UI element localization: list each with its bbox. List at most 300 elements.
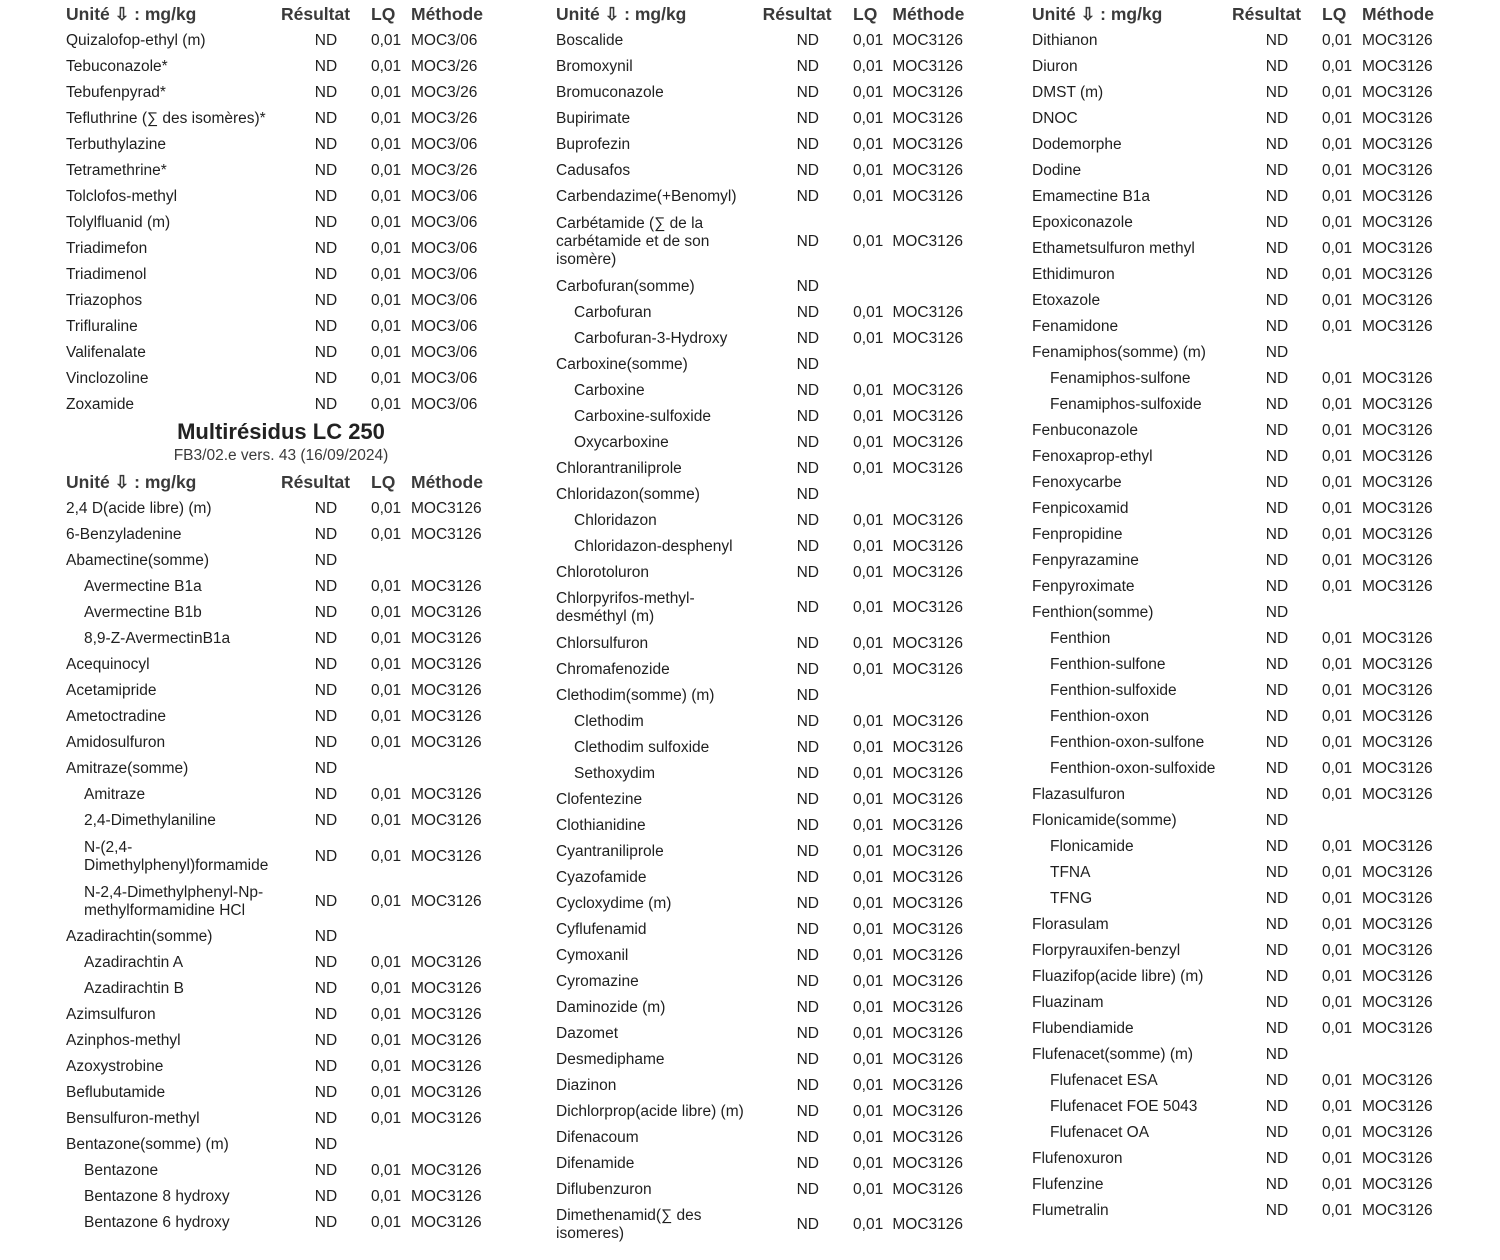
result-value: ND: [314, 188, 338, 205]
result-value: ND: [314, 954, 338, 971]
lq-value: 0,01: [853, 868, 884, 886]
table-row: [556, 657, 976, 683]
table-row: [66, 1080, 496, 1106]
substance-name: Fenthion-oxon-sulfone: [1050, 734, 1205, 751]
table-row: [1032, 340, 1452, 366]
method-value: MOC3126: [892, 946, 964, 964]
method-value: MOC3126: [892, 712, 964, 730]
result-value: ND: [796, 84, 819, 101]
method-value: MOC3126: [411, 847, 482, 865]
table-row: [66, 1002, 496, 1028]
substance-name: Fenoxycarbe: [1032, 474, 1122, 491]
method-value: MOC3/06: [411, 32, 478, 49]
table-row: [556, 326, 976, 352]
lq-value: 0,01: [1322, 318, 1353, 335]
table-row: [66, 522, 496, 548]
unit-header: Unité ⇩ : mg/kg: [66, 472, 197, 492]
result-header: Résultat: [281, 4, 351, 24]
result-value: ND: [796, 634, 819, 652]
substance-name: Cycloxydime (m): [556, 894, 672, 912]
table-row: [556, 683, 976, 709]
result-value: ND: [314, 656, 338, 673]
column-3: [1032, 0, 1452, 1224]
substance-name: Vinclozoline: [66, 370, 149, 387]
method-value: MOC3126: [892, 162, 964, 179]
method-value: MOC3126: [411, 526, 482, 543]
method-value: MOC3126: [892, 511, 964, 529]
substance-name: Fenpicoxamid: [1032, 500, 1129, 517]
result-value: ND: [314, 1136, 338, 1153]
lq-value: 0,01: [853, 1024, 884, 1042]
method-value: MOC3/06: [411, 370, 478, 387]
result-value: ND: [796, 1050, 819, 1068]
method-value: MOC3126: [411, 578, 482, 595]
method-value: MOC3126: [892, 790, 964, 808]
substance-name: Cyflufenamid: [556, 920, 647, 938]
lq-value: 0,01: [853, 816, 884, 834]
method-value: MOC3126: [1362, 1150, 1433, 1167]
result-value: ND: [314, 32, 338, 49]
lq-value: 0,01: [371, 734, 402, 751]
method-value: MOC3126: [411, 1084, 482, 1101]
lq-value: 0,01: [371, 266, 402, 283]
table-row: [556, 210, 976, 274]
lq-value: 0,01: [1322, 1176, 1353, 1193]
lq-value: 0,01: [371, 500, 402, 517]
table-row: [556, 106, 976, 132]
method-value: MOC3126: [1362, 500, 1433, 517]
substance-name: Carbofuran-3-Hydroxy: [574, 329, 728, 347]
table-row: [1032, 808, 1452, 834]
result-value: ND: [1265, 188, 1289, 205]
method-value: MOC3126: [892, 634, 964, 652]
table-row: [66, 834, 496, 879]
lq-value: 0,01: [1322, 864, 1353, 881]
method-value: MOC3126: [411, 812, 482, 829]
method-value: MOC3126: [892, 894, 964, 912]
table-row: [1032, 912, 1452, 938]
lq-header: LQ: [371, 4, 396, 24]
result-value: ND: [796, 1024, 819, 1042]
table-row: [66, 28, 496, 54]
method-value: MOC3126: [892, 1128, 964, 1146]
lq-value: 0,01: [371, 980, 402, 997]
table-row: [1032, 574, 1452, 600]
result-value: ND: [314, 1188, 338, 1205]
table-row: [556, 274, 976, 300]
lq-header: LQ: [371, 472, 396, 492]
method-value: MOC3126: [1362, 552, 1433, 569]
table-row: [1032, 288, 1452, 314]
result-value: ND: [796, 329, 820, 347]
lq-value: 0,01: [1322, 526, 1353, 543]
substance-name: Amidosulfuron: [66, 734, 166, 751]
table-row: [556, 1203, 976, 1248]
method-value: MOC3126: [411, 1188, 482, 1205]
table-row: [1032, 132, 1452, 158]
table-row: [1032, 106, 1452, 132]
lq-value: 0,01: [1322, 58, 1353, 75]
substance-name: Flufenacet(somme) (m): [1032, 1046, 1194, 1063]
lq-value: 0,01: [853, 433, 884, 451]
substance-name: Flumetralin: [1032, 1202, 1109, 1219]
substance-name: Difenacoum: [556, 1128, 639, 1146]
table-row: [556, 917, 976, 943]
method-value: MOC3126: [1362, 474, 1433, 491]
result-value: ND: [1265, 448, 1289, 465]
substance-name: Tefluthrine (∑ des isomères)*: [66, 110, 266, 127]
substance-name: Ametoctradine: [66, 708, 166, 725]
lq-value: 0,01: [853, 136, 884, 153]
method-value: MOC3126: [1362, 526, 1433, 543]
lq-value: 0,01: [853, 1102, 884, 1120]
lq-value: 0,01: [853, 329, 884, 347]
substance-name: Bentazone: [84, 1162, 159, 1179]
result-value: ND: [796, 537, 820, 555]
lq-value: 0,01: [1322, 1150, 1353, 1167]
method-value: MOC3/06: [411, 318, 478, 335]
result-value: ND: [796, 563, 819, 581]
table-row: [1032, 938, 1452, 964]
substance-name: Quizalofop-ethyl (m): [66, 32, 206, 49]
method-value: MOC3126: [1362, 1124, 1433, 1141]
result-value: ND: [1265, 84, 1289, 101]
substance-name: Carboxine: [574, 381, 645, 399]
result-value: ND: [1265, 1150, 1289, 1167]
substance-name: Fenthion-oxon: [1050, 708, 1150, 725]
lq-value: 0,01: [1322, 656, 1353, 673]
method-value: MOC3126: [1362, 32, 1433, 49]
result-value: ND: [314, 292, 338, 309]
method-value: MOC3126: [1362, 838, 1433, 855]
result-value: ND: [796, 686, 819, 704]
substance-name: Oxycarboxine: [574, 433, 669, 451]
lq-value: 0,01: [1322, 448, 1353, 465]
method-value: MOC3126: [1362, 448, 1433, 465]
result-value: ND: [314, 760, 338, 777]
substance-name: 2,4-Dimethylaniline: [84, 812, 216, 829]
substance-name: Chromafenozide: [556, 660, 670, 678]
method-value: MOC3126: [1362, 266, 1433, 283]
substance-name: Fenthion-sulfone: [1050, 656, 1166, 673]
result-value: ND: [796, 381, 820, 399]
table-row: [66, 184, 496, 210]
table-row: [556, 1047, 976, 1073]
method-value: MOC3126: [892, 58, 964, 75]
substance-name: Carbétamide (∑ de la carbétamide et de son isomère): [556, 214, 710, 268]
substance-name: Fenpyrazamine: [1032, 552, 1139, 569]
result-value: ND: [796, 712, 820, 730]
substance-name: Dazomet: [556, 1024, 619, 1042]
method-value: MOC3126: [1362, 1072, 1433, 1089]
result-value: ND: [314, 318, 338, 335]
substance-name: Bupirimate: [556, 110, 631, 127]
lq-value: 0,01: [1322, 32, 1353, 49]
method-value: MOC3126: [1362, 942, 1433, 959]
table-row: [556, 378, 976, 404]
lq-value: 0,01: [853, 764, 884, 782]
lq-value: 0,01: [371, 1058, 402, 1075]
substance-name: Fenoxaprop-ethyl: [1032, 448, 1153, 465]
table-row: [66, 782, 496, 808]
method-value: MOC3126: [411, 1162, 482, 1179]
lq-value: 0,01: [1322, 84, 1353, 101]
table-row: [1032, 860, 1452, 886]
method-value: MOC3126: [892, 998, 964, 1016]
table-row: [66, 808, 496, 834]
lq-value: 0,01: [853, 712, 884, 730]
substance-name: Cyazofamide: [556, 868, 647, 886]
lq-value: 0,01: [371, 812, 402, 829]
lq-value: 0,01: [371, 786, 402, 803]
table-row: [66, 210, 496, 236]
result-value: ND: [1265, 968, 1289, 985]
result-value: ND: [796, 660, 819, 678]
result-value: ND: [1265, 344, 1289, 361]
result-value: ND: [1265, 708, 1289, 725]
result-value: ND: [1265, 994, 1289, 1011]
method-value: MOC3126: [1362, 370, 1433, 387]
lq-value: 0,01: [371, 84, 402, 101]
table-row: [1032, 210, 1452, 236]
table-row: [1032, 756, 1452, 782]
result-value: ND: [314, 734, 338, 751]
substance-name: Diflubenzuron: [556, 1180, 652, 1198]
table-row: [66, 626, 496, 652]
substance-name: 2,4 D(acide libre) (m): [66, 500, 212, 517]
method-value: MOC3126: [1362, 318, 1433, 335]
lq-value: 0,01: [371, 292, 402, 309]
substance-name: Diazinon: [556, 1076, 617, 1094]
result-value: ND: [1265, 760, 1289, 777]
substance-name: Clofentezine: [556, 790, 643, 808]
table-row: [1032, 28, 1452, 54]
method-header: Méthode: [411, 472, 483, 492]
method-value: MOC3126: [892, 1024, 964, 1042]
substance-name: Etoxazole: [1032, 292, 1101, 309]
substance-name: Carboxine-sulfoxide: [574, 407, 711, 425]
table-row: [556, 813, 976, 839]
result-value: ND: [1265, 838, 1289, 855]
table-row: [66, 340, 496, 366]
result-value: ND: [1265, 864, 1289, 881]
table-row: [66, 950, 496, 976]
substance-name: Flonicamide: [1050, 838, 1134, 855]
substance-name: Fenthion: [1050, 630, 1111, 647]
lq-value: 0,01: [853, 738, 884, 756]
substance-name: 6-Benzyladenine: [66, 526, 182, 543]
lq-value: 0,01: [853, 842, 884, 860]
method-value: MOC3126: [892, 599, 964, 616]
result-value: ND: [1265, 1098, 1289, 1115]
result-value: ND: [796, 188, 819, 205]
results-table-multiresidus: [66, 468, 496, 1236]
lq-value: 0,01: [371, 847, 402, 865]
substance-name: Ethametsulfuron methyl: [1032, 240, 1195, 257]
substance-name: Sethoxydim: [574, 764, 655, 782]
method-value: MOC3126: [1362, 1020, 1433, 1037]
result-value: ND: [796, 485, 819, 503]
method-value: MOC3126: [1362, 1098, 1433, 1115]
table-row: [66, 314, 496, 340]
result-value: ND: [314, 84, 338, 101]
method-value: MOC3126: [892, 1050, 964, 1068]
lq-value: 0,01: [1322, 942, 1353, 959]
substance-name: Fenthion(somme): [1032, 604, 1154, 621]
table-row: [66, 288, 496, 314]
result-value: ND: [314, 578, 338, 595]
table-row: [1032, 1042, 1452, 1068]
substance-name: Bentazone(somme) (m): [66, 1136, 229, 1153]
table-row: [556, 1073, 976, 1099]
method-value: MOC3/06: [411, 344, 478, 361]
substance-name: N-2,4-Dimethylphenyl-Np-methylformamidine HCl: [84, 883, 264, 919]
lq-value: 0,01: [1322, 292, 1353, 309]
substance-name: TFNA: [1050, 864, 1091, 881]
unit-header: Unité ⇩ : mg/kg: [556, 4, 687, 24]
result-value: ND: [314, 928, 338, 945]
table-row: [556, 891, 976, 917]
lq-value: 0,01: [1322, 760, 1353, 777]
lq-value: 0,01: [853, 1180, 884, 1198]
unit-header: Unité ⇩ : mg/kg: [1032, 4, 1163, 24]
lq-value: 0,01: [1322, 630, 1353, 647]
substance-name: Tebuconazole*: [66, 58, 168, 75]
lq-value: 0,01: [1322, 552, 1353, 569]
result-value: ND: [314, 344, 338, 361]
result-value: ND: [314, 526, 338, 543]
result-value: ND: [796, 1180, 819, 1198]
table-row: [1032, 1146, 1452, 1172]
table-row: [66, 106, 496, 132]
method-value: MOC3126: [892, 842, 964, 860]
result-value: ND: [314, 58, 338, 75]
result-value: ND: [1265, 682, 1289, 699]
substance-name: Fenthion-sulfoxide: [1050, 682, 1177, 699]
method-value: MOC3126: [1362, 630, 1433, 647]
substance-name: Chlorpyrifos-methyl-desméthyl (m): [556, 590, 695, 625]
substance-name: Azadirachtin A: [84, 954, 184, 971]
result-value: ND: [314, 1006, 338, 1023]
substance-name: Florpyrauxifen-benzyl: [1032, 942, 1181, 959]
method-value: MOC3126: [411, 892, 482, 910]
table-row: [556, 969, 976, 995]
substance-name: Fenthion-oxon-sulfoxide: [1050, 760, 1216, 777]
method-value: MOC3126: [892, 920, 964, 938]
method-value: MOC3126: [411, 954, 482, 971]
lq-value: 0,01: [371, 58, 402, 75]
table-row: [1032, 262, 1452, 288]
lq-value: 0,01: [853, 660, 884, 678]
lq-value: 0,01: [1322, 240, 1353, 257]
table-row: [1032, 184, 1452, 210]
method-value: MOC3126: [1362, 916, 1433, 933]
result-value: ND: [796, 162, 819, 179]
result-value: ND: [1265, 890, 1289, 907]
substance-name: Flufenacet ESA: [1050, 1072, 1158, 1089]
lq-value: 0,01: [853, 162, 884, 179]
table-row: [556, 1177, 976, 1203]
substance-name: Tebufenpyrad*: [66, 84, 166, 101]
lq-header: LQ: [853, 4, 878, 24]
lq-value: 0,01: [1322, 162, 1353, 179]
substance-name: Fenpropidine: [1032, 526, 1123, 543]
method-value: MOC3126: [1362, 162, 1433, 179]
lq-value: 0,01: [853, 920, 884, 938]
result-value: ND: [796, 433, 820, 451]
method-value: MOC3126: [892, 232, 964, 250]
table-row: [556, 1125, 976, 1151]
method-value: MOC3126: [1362, 58, 1433, 75]
substance-name: Fluazinam: [1032, 994, 1104, 1011]
substance-name: Tolclofos-methyl: [66, 188, 178, 205]
method-header: Méthode: [892, 4, 965, 24]
lq-value: 0,01: [371, 656, 402, 673]
result-value: ND: [796, 32, 819, 49]
method-value: MOC3/06: [411, 396, 478, 413]
substance-name: Azadirachtin B: [84, 980, 184, 997]
lq-value: 0,01: [371, 578, 402, 595]
table-row: [556, 508, 976, 534]
table-header: [66, 468, 496, 496]
results-table-top: [66, 0, 496, 418]
lq-value: 0,01: [853, 407, 884, 425]
result-value: ND: [1265, 526, 1289, 543]
substance-name: Beflubutamide: [66, 1084, 166, 1101]
table-row: [1032, 496, 1452, 522]
table-row: [1032, 626, 1452, 652]
method-value: MOC3126: [1362, 214, 1433, 231]
result-value: ND: [1265, 578, 1289, 595]
result-value: ND: [796, 764, 820, 782]
lq-value: 0,01: [371, 318, 402, 335]
table-row: [556, 300, 976, 326]
table-row: [1032, 314, 1452, 340]
result-value: ND: [796, 920, 819, 938]
table-row: [1032, 1094, 1452, 1120]
unit-header: Unité ⇩ : mg/kg: [66, 4, 197, 24]
lq-value: 0,01: [853, 563, 884, 581]
substance-name: Triadimefon: [66, 240, 148, 257]
method-value: MOC3126: [892, 738, 964, 756]
lq-value: 0,01: [853, 1050, 884, 1068]
method-value: MOC3126: [1362, 682, 1433, 699]
lq-value: 0,01: [1322, 110, 1353, 127]
lq-value: 0,01: [371, 1188, 402, 1205]
lq-value: 0,01: [371, 954, 402, 971]
substance-name: Boscalide: [556, 32, 624, 49]
method-value: MOC3126: [411, 1058, 482, 1075]
table-row: [556, 534, 976, 560]
substance-name: Chloridazon-desphenyl: [574, 537, 733, 555]
method-value: MOC3126: [892, 1216, 964, 1233]
table-row: [556, 158, 976, 184]
substance-name: Flubendiamide: [1032, 1020, 1134, 1037]
lq-value: 0,01: [1322, 474, 1353, 491]
method-value: MOC3126: [1362, 656, 1433, 673]
substance-name: Epoxiconazole: [1032, 214, 1133, 231]
result-value: ND: [796, 58, 819, 75]
table-row: [66, 366, 496, 392]
method-value: MOC3126: [411, 1110, 482, 1127]
substance-name: DNOC: [1032, 110, 1078, 127]
table-row: [1032, 678, 1452, 704]
method-value: MOC3126: [892, 433, 964, 451]
substance-name: Azoxystrobine: [66, 1058, 164, 1075]
result-value: ND: [1265, 266, 1289, 283]
table-row: [66, 1054, 496, 1080]
result-value: ND: [1265, 630, 1289, 647]
